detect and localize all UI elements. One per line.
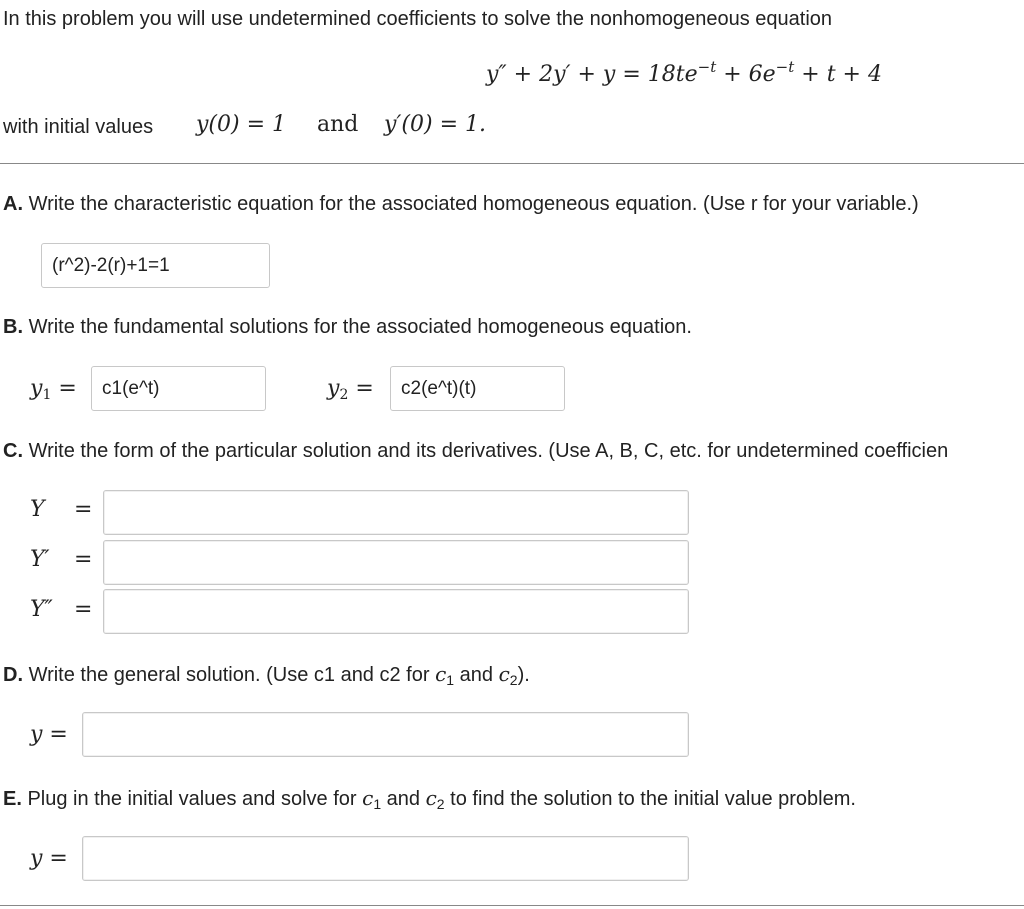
equation-exp2: −t	[775, 58, 795, 76]
part-b-prompt: B. Write the fundamental solutions for the associated homogeneous equation.	[3, 316, 692, 338]
y2-input[interactable]	[390, 366, 565, 411]
equation-lhs: y″ + 2y′ + y =	[486, 62, 648, 87]
bottom-divider	[0, 905, 1024, 906]
initial-values-label: with initial values	[3, 116, 154, 138]
ivp-solution-label: y =	[30, 846, 68, 871]
differential-equation	[486, 58, 882, 87]
top-divider	[0, 163, 1024, 164]
Ydoubleprime-equals: =	[74, 597, 93, 622]
y2-label: $y_2$ =	[327, 376, 374, 403]
second-derivative-input[interactable]	[103, 589, 689, 634]
part-d-prompt: D. Write the general solution. (Use c1 and c2 for $c_1$ and $c_2$).	[3, 662, 530, 688]
part-c-prompt: C. Write the form of the particular solution and its derivatives. (Use A, B, C, etc. for undetermined coefficien	[3, 440, 949, 462]
characteristic-equation-input[interactable]	[41, 243, 270, 288]
part-a-prompt: A. Write the characteristic equation for the associated homogeneous equation. (Use r for your variable.)	[3, 193, 919, 215]
Y-equals: =	[74, 497, 93, 522]
general-solution-input[interactable]	[82, 712, 689, 757]
equation-term1: 18te	[647, 62, 698, 87]
initial-value-2: y′(0) = 1.	[384, 112, 486, 137]
equation-rest: + t + 4	[794, 62, 882, 87]
general-solution-label: y =	[30, 722, 68, 747]
particular-solution-input[interactable]	[103, 490, 689, 535]
y1-label: $y_1$ =	[30, 376, 77, 403]
Ydoubleprime-label: Y″	[30, 597, 53, 622]
equation-exp1: −t	[697, 58, 717, 76]
ivp-solution-input[interactable]	[82, 836, 689, 881]
equation-term2: + 6e	[716, 62, 776, 87]
part-e-prompt: E. Plug in the initial values and solve for $c_1$ and $c_2$ to find the solution to the initial value problem.	[3, 786, 856, 812]
y1-input[interactable]	[91, 366, 266, 411]
initial-values-and: and	[317, 112, 359, 137]
Yprime-equals: =	[74, 547, 93, 572]
problem-intro: In this problem you will use undetermined coefficients to solve the nonhomogeneous equation	[3, 8, 833, 30]
Yprime-label: Y′	[30, 547, 50, 572]
initial-value-1: y(0) = 1	[196, 112, 287, 137]
first-derivative-input[interactable]	[103, 540, 689, 585]
Y-label: Y	[30, 497, 45, 522]
